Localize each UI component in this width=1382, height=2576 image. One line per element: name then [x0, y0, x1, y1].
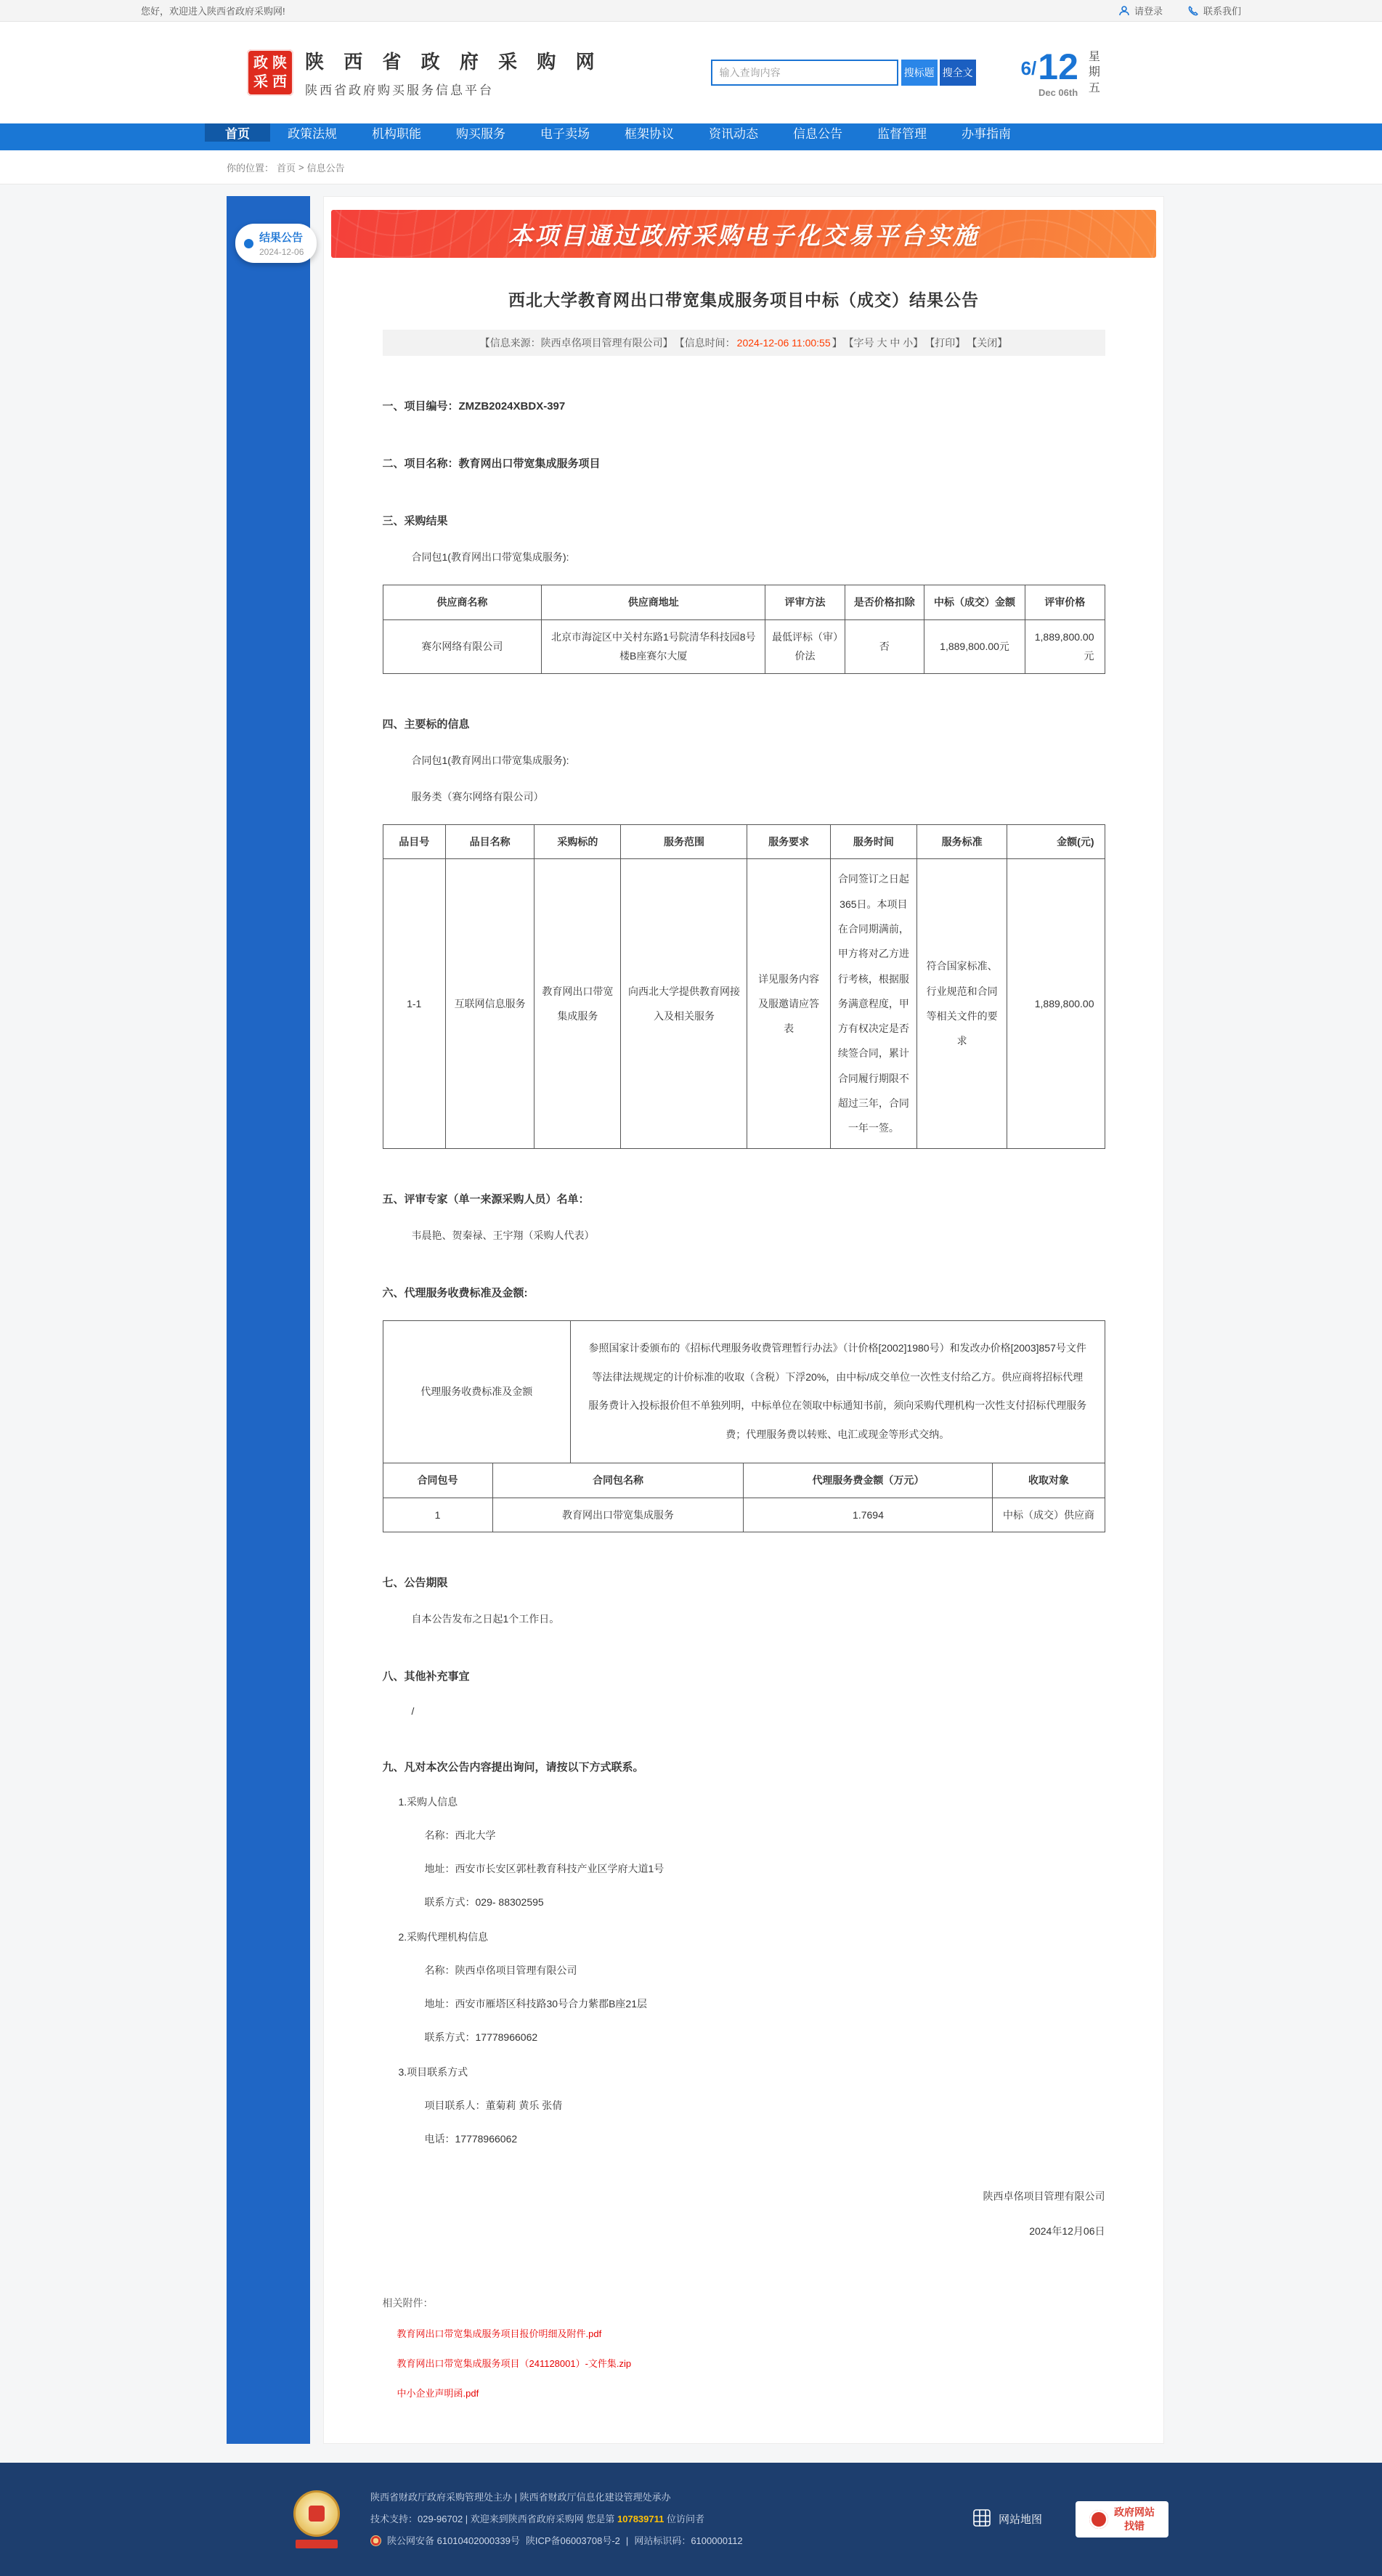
nav-item-supervision[interactable]: 监督管理: [877, 127, 927, 141]
announcement-article: [383, 287, 1105, 2400]
search-area: [711, 60, 976, 86]
site-error-badge-icon: [1089, 2510, 1108, 2529]
agency-fee-table-top: [383, 1320, 1105, 1464]
attachment-link-quotation-pdf[interactable]: 教育网出口带宽集成服务项目报价明细及附件.pdf: [397, 2328, 602, 2339]
attachment-link-sme-declaration-pdf[interactable]: 中小企业声明函.pdf: [397, 2387, 479, 2399]
agency-address: 地址：西安市雁塔区科技路30号合力紫郡B座21层: [424, 1998, 647, 2010]
close-button[interactable]: 【关闭】: [967, 337, 1008, 349]
date-english: Dec 06th: [1038, 86, 1078, 98]
login-label: 请登录: [1134, 6, 1163, 17]
weekday-char: 星: [1088, 50, 1100, 63]
cell-service-requirement: 详见服务内容及服邀请应答表: [747, 859, 830, 1148]
cell-package-no: 1: [383, 1498, 492, 1532]
emblem-ribbon: [296, 2540, 338, 2548]
nav-item-announcements[interactable]: 信息公告: [793, 127, 842, 141]
date-block: [1020, 46, 1100, 98]
purchaser-name: 名称：西北大学: [424, 1829, 496, 1842]
attachment-link-fileset-zip[interactable]: 教育网出口带宽集成服务项目（241128001）-文件集.zip: [397, 2357, 632, 2369]
date-month: 6/: [1020, 57, 1037, 79]
print-button[interactable]: 【打印】: [924, 337, 966, 349]
col-service-requirement: 服务要求: [747, 824, 830, 859]
login-link[interactable]: [1118, 4, 1163, 17]
col-service-time: 服务时间: [830, 824, 916, 859]
footer-organizer-line: 陕西省财政厅政府采购管理处主办 | 陕西省财政厅信息化建设管理处承办: [370, 2491, 671, 2503]
main-area: [141, 184, 1241, 2463]
sidebar: [227, 196, 310, 2444]
search-input[interactable]: [711, 60, 898, 86]
site-title: 陕 西 省 政 府 采 购 网: [305, 51, 602, 73]
e-trading-banner: 本项目通过政府采购电子化交易平台实施: [331, 210, 1156, 258]
site-header: [0, 22, 1382, 123]
table-row: [383, 619, 1105, 673]
weekday-char: 五: [1088, 81, 1100, 94]
col-agency-fee-amount: 代理服务费金额（万元）: [744, 1463, 993, 1498]
phone-icon: [1187, 5, 1199, 17]
site-titles: [305, 47, 602, 98]
emblem-icon: [293, 2490, 340, 2548]
map-grid-icon: [972, 2508, 991, 2530]
nav-item-guide[interactable]: 办事指南: [962, 127, 1011, 141]
info-time-close: 】: [832, 337, 842, 349]
project-contact-phone: 电话：17778966062: [424, 2133, 518, 2145]
col-fee-payer: 收取对象: [993, 1463, 1105, 1498]
section-experts: 五、评审专家（单一来源采购人员）名单：: [382, 1192, 590, 1206]
breadcrumb-separator: >: [298, 161, 304, 173]
cell-item-name: 互联网信息服务: [445, 859, 534, 1148]
attachments-list: [383, 2326, 1105, 2400]
col-item-name: 品目名称: [445, 824, 534, 859]
contact-link[interactable]: [1187, 4, 1241, 17]
col-amount: 金额(元): [1007, 824, 1105, 859]
agency-name: 名称：陕西卓佲项目管理有限公司: [424, 1964, 577, 1977]
contract-package-label-2: 合同包1(教育网出口带宽集成服务):: [411, 754, 569, 766]
breadcrumb-strip: [0, 150, 1382, 184]
footer-text: [370, 2487, 743, 2552]
section-agency-fee: 六、代理服务收费标准及金额:: [382, 1286, 528, 1299]
site-error-badge-line1: 政府网站: [1114, 2506, 1155, 2519]
page-title: 西北大学教育网出口带宽集成服务项目中标（成交）结果公告: [508, 290, 979, 309]
cell-amount: 1,889,800.00: [1007, 859, 1105, 1148]
cell-award-amount: 1,889,800.00元: [924, 619, 1025, 673]
section-procurement-result: 三、采购结果: [382, 515, 448, 527]
article-meta-bar: [383, 330, 1105, 356]
site-error-badge[interactable]: [1076, 2501, 1168, 2538]
footer-support-line: [370, 2508, 743, 2530]
cell-supplier-name: 赛尔网络有限公司: [383, 619, 542, 673]
table-header-row: [383, 1463, 1105, 1498]
logo-char: 政: [253, 55, 268, 71]
nav-item-policies[interactable]: 政策法规: [288, 127, 337, 141]
col-item-no: 品目号: [383, 824, 445, 859]
cell-price-deduction: 否: [845, 619, 924, 673]
dot-icon: [244, 239, 253, 248]
gongan-badge-icon: [370, 2535, 381, 2546]
site-footer: [0, 2463, 1382, 2576]
logo-char: 西: [272, 74, 287, 90]
section-inquiries: 九、凡对本次公告内容提出询问，请按以下方式联系。: [382, 1761, 644, 1774]
info-source: 【信息来源：陕西卓佲项目管理有限公司】: [479, 337, 673, 349]
site-subtitle: 陕西省政府购买服务信息平台: [305, 84, 494, 97]
fontsize-control[interactable]: 【字号 大 中 小】: [843, 337, 924, 349]
table-header-row: [383, 585, 1105, 620]
other-matters-body: /: [411, 1705, 415, 1718]
cell-review-price: 1,889,800.00元: [1025, 619, 1105, 673]
section-other-matters: 八、其他补充事宜: [382, 1670, 470, 1683]
col-service-scope: 服务范围: [621, 824, 747, 859]
footer-separator: |: [625, 2535, 629, 2546]
cell-agency-fee-label: 代理服务收费标准及金额: [383, 1320, 570, 1463]
signoff-date: 2024年12月06日: [1029, 2224, 1105, 2237]
nav-item-e-market[interactable]: 电子卖场: [540, 127, 590, 141]
nav-item-framework[interactable]: 框架协议: [625, 127, 674, 141]
visitor-count: 107839711: [617, 2513, 664, 2524]
announcement-period-body: 自本公告发布之日起1个工作日。: [411, 1613, 560, 1625]
col-supplier-name: 供应商名称: [383, 585, 542, 620]
subject-table: [383, 824, 1105, 1149]
nav-item-home[interactable]: 首页: [205, 123, 270, 142]
main-nav: [0, 123, 1382, 150]
cell-agency-fee-amount: 1.7694: [744, 1498, 993, 1532]
footer-support: 技术支持：029-96702 | 欢迎来到陕西省政府采购网 您是第: [370, 2513, 617, 2524]
site-identification-code: 网站标识码：6100000112: [634, 2535, 743, 2546]
cell-fee-payer: 中标（成交）供应商: [993, 1498, 1105, 1532]
welcome-text: 您好，欢迎进入陕西省政府采购网!: [141, 6, 285, 17]
cell-supplier-address: 北京市海淀区中关村东路1号院清华科技园8号楼B座赛尔大厦: [542, 619, 765, 673]
project-contact-person: 项目联系人：董菊莉 黄乐 张倩: [424, 2100, 563, 2112]
sitemap-label: 网站地图: [998, 2514, 1042, 2527]
info-time-value: 2024-12-06 11:00:55: [736, 337, 831, 349]
site-logo: [247, 49, 293, 96]
table-row: [383, 1320, 1105, 1463]
certification-emblem: [293, 2490, 340, 2537]
service-category-label: 服务类（赛尔网络有限公司）: [411, 790, 544, 803]
breadcrumb: [141, 150, 1241, 184]
signoff-company: 陕西卓佲项目管理有限公司: [983, 2190, 1105, 2203]
weekday-label: [1089, 49, 1100, 97]
breadcrumb-current-link[interactable]: 信息公告: [306, 162, 345, 174]
search-fulltext-button[interactable]: 搜全文: [940, 60, 976, 86]
breadcrumb-label: 你的位置：: [227, 162, 275, 174]
attachments-title: 相关附件：: [382, 2296, 434, 2309]
breadcrumb-home-link[interactable]: 首页: [277, 162, 296, 174]
col-procurement-target: 采购标的: [534, 824, 621, 859]
nav-item-purchase-services[interactable]: 购买服务: [456, 127, 505, 141]
logo-char: 采: [253, 74, 268, 90]
weekday-char: 期: [1088, 66, 1100, 79]
table-header-row: [383, 824, 1105, 859]
logo-char: 陕: [272, 55, 287, 71]
sitemap-link[interactable]: [972, 2508, 1042, 2530]
icp-beian[interactable]: 陕ICP备06003708号-2: [525, 2535, 620, 2546]
user-icon: [1118, 5, 1130, 17]
cell-service-time: 合同签订之日起365日。本项目在合同期满前，甲方将对乙方进行考核，根据服务满意程度，甲方有权决定是否续签合同，累计合同履行期限不超过三年，合同一年一签。: [830, 859, 916, 1148]
sidebar-tag-date: 2024-12-06: [259, 247, 304, 257]
purchaser-phone: 联系方式：029- 88302595: [424, 1896, 544, 1909]
cell-procurement-target: 教育网出口带宽集成服务: [534, 859, 621, 1148]
cell-service-standard: 符合国家标准、行业规范和合同等相关文件的要求: [916, 859, 1007, 1148]
col-review-price: 评审价格: [1025, 585, 1105, 620]
contact-label: 联系我们: [1203, 6, 1241, 17]
info-time-label: 【信息时间：: [674, 337, 736, 349]
sidebar-item-result-announcement[interactable]: [235, 224, 317, 263]
col-supplier-address: 供应商地址: [542, 585, 765, 620]
nav-item-news[interactable]: 资讯动态: [709, 127, 758, 141]
agency-fee-table-bottom: [383, 1463, 1105, 1532]
date-day: 12: [1038, 46, 1078, 87]
cell-agency-fee-description: 参照国家计委颁布的《招标代理服务收费管理暂行办法》（计价格[2002]1980号）和发改办价格[2003]857号文件等法律法规规定的计价标准的收取（含税）下浮20%，由中标/成交单位一次性支付给乙方。供应商将招标代理服务费计入投标报价但不单独列明，中标单位在领取中标通知书前，须向采购代理机构一次性支付招标代理服务费；代理服务费以转账、电汇或现金等形式交纳。: [570, 1320, 1105, 1463]
cell-package-name: 教育网出口带宽集成服务: [492, 1498, 744, 1532]
section-project-number: 一、项目编号：ZMZB2024XBDX-397: [382, 400, 566, 413]
experts-names: 韦晨艳、贺秦禄、王宇翔（采购人代表）: [411, 1229, 595, 1241]
footer-registration-line: [370, 2530, 743, 2552]
sidebar-tag-title: 结果公告: [259, 232, 304, 244]
agency-phone: 联系方式：17778966062: [424, 2031, 538, 2044]
footer-visitors-suffix: 位访问者: [664, 2513, 704, 2524]
cell-review-method: 最低评标（审）价法: [765, 619, 845, 673]
gongan-beian[interactable]: 陕公网安备 61010402000339号: [387, 2535, 520, 2546]
col-price-deduction: 是否价格扣除: [845, 585, 924, 620]
cell-item-no: 1-1: [383, 859, 445, 1148]
search-title-button[interactable]: 搜标题: [901, 60, 938, 86]
section-project-name: 二、项目名称：教育网出口带宽集成服务项目: [382, 458, 601, 470]
cell-service-scope: 向西北大学提供教育网接入及相关服务: [621, 859, 747, 1148]
result-table: [383, 585, 1105, 674]
section-subject-info: 四、主要标的信息: [382, 718, 470, 731]
content-panel: [323, 196, 1164, 2444]
table-row: [383, 859, 1105, 1148]
section-announcement-period: 七、公告期限: [382, 1577, 448, 1590]
col-award-amount: 中标（成交）金额: [924, 585, 1025, 620]
col-review-method: 评审方法: [765, 585, 845, 620]
purchaser-address: 地址：西安市长安区郭杜教育科技产业区学府大道1号: [424, 1863, 664, 1875]
col-package-name: 合同包名称: [492, 1463, 744, 1498]
signoff: [383, 2179, 1105, 2248]
col-service-standard: 服务标准: [916, 824, 1007, 859]
col-package-no: 合同包号: [383, 1463, 492, 1498]
contract-package-label: 合同包1(教育网出口带宽集成服务):: [411, 551, 569, 563]
purchaser-info-title: 1.采购人信息: [398, 1796, 458, 1808]
topbar: [0, 0, 1382, 22]
project-contact-title: 3.项目联系方式: [398, 2066, 468, 2079]
table-row: [383, 1498, 1105, 1532]
site-error-badge-line2: 找错: [1124, 2519, 1145, 2532]
agency-info-title: 2.采购代理机构信息: [398, 1931, 489, 1943]
nav-item-functions[interactable]: 机构职能: [372, 127, 421, 141]
